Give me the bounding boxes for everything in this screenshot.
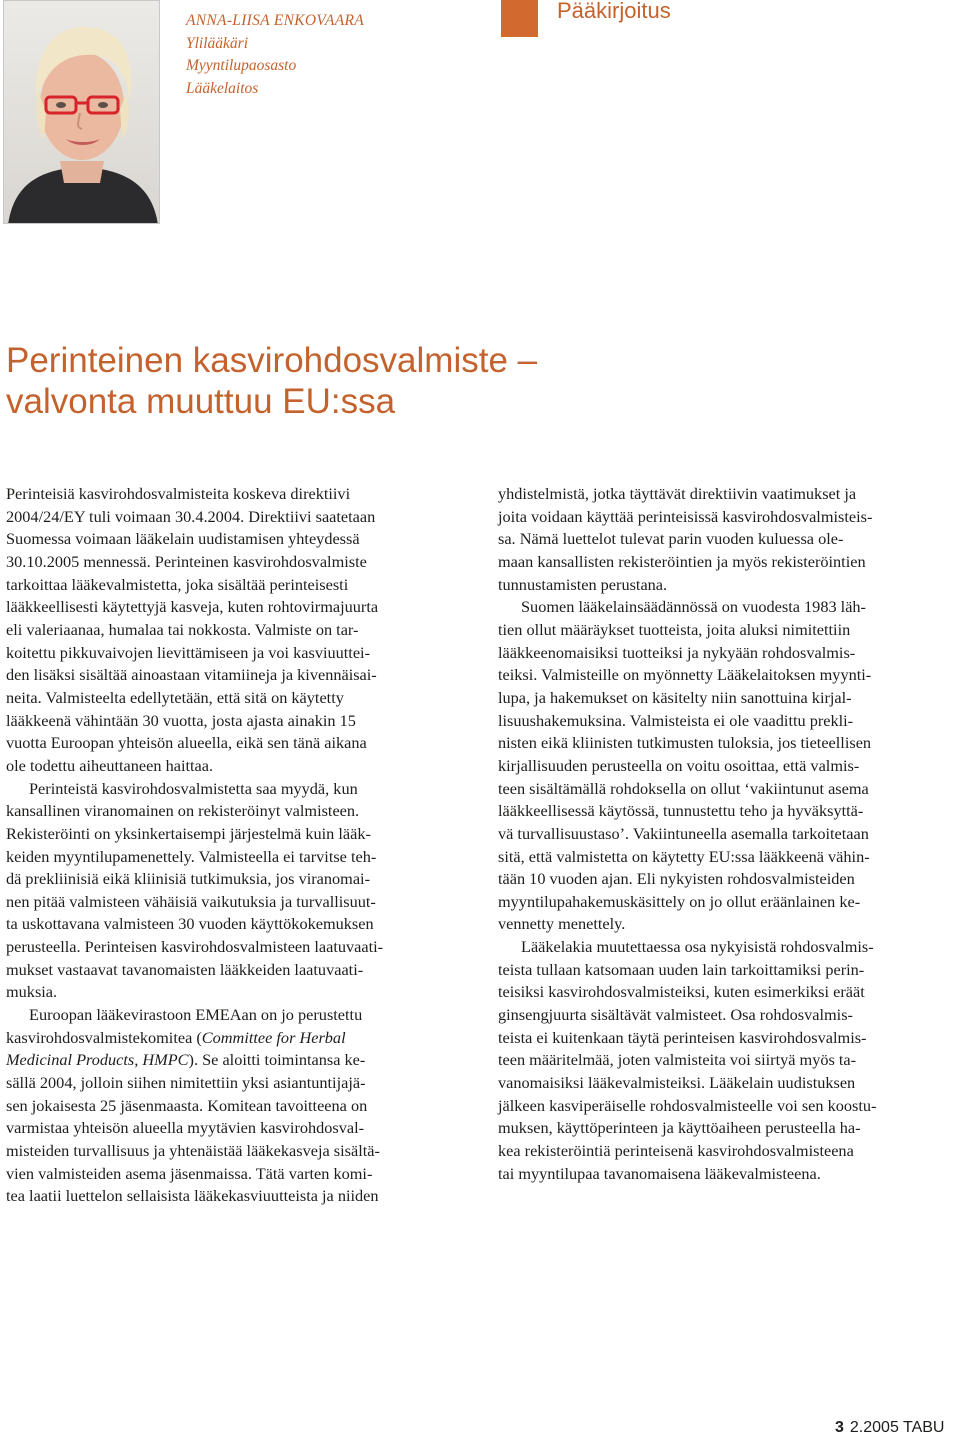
section-label: Pääkirjoitus (557, 0, 671, 23)
text-line: teista ei kuitenkaan täytä perinteisen kasvirohdosvalmis- (498, 1027, 867, 1047)
text-line: sen jokaisesta 25 jäsenmaasta. Komitean tavoitteena on (6, 1095, 368, 1115)
text-line: joita voidaan käyttää perinteisissä kasvirohdosvalmisteis- (498, 506, 873, 526)
author-organization: Lääkelaitos (186, 79, 259, 97)
text-line: vien valmisteiden asema jäsenmaissa. Tätä varten komi- (6, 1163, 373, 1183)
text-line: ginsengjuurta sisältävät valmisteet. Osa rohdosvalmis- (498, 1005, 853, 1025)
author-name: ANNA-LIISA ENKOVAARA (186, 12, 365, 29)
page-number: 3 (835, 1419, 844, 1436)
right-column (498, 483, 954, 1185)
text-line: den lisäksi sisältää ainoastaan vitamiineja ja kivennäisai- (6, 665, 377, 685)
italic-term: Committee for Herbal (201, 1027, 346, 1047)
paragraph (498, 596, 954, 936)
text-line: lääkkeellisesti käytettyjä kasveja, kuten rohtovirmajuurta (6, 597, 379, 617)
text-line: keiden myyntilupamenettely. Valmisteella ei tarvitse teh- (6, 846, 377, 866)
section-color-square (501, 0, 538, 37)
text-line: neita. Valmisteelta edellytetään, että sitä on käytetty (6, 687, 344, 707)
text-line: tarkoittaa lääkevalmistetta, joka sisältää perinteisesti (6, 574, 349, 594)
text-line: vuotta Euroopan yhteisön alueella, eikä sen tänä aikana (6, 733, 367, 753)
issue-label: 2.2005 TABU (849, 1419, 945, 1436)
text-line: misteiden turvallisuus ja yhtenäistää lääkekasveja sisältä- (6, 1141, 380, 1161)
text-line: nen pitää valmisteen vähäisiä vaikutuksia ja turvallisuut- (6, 891, 376, 911)
text-segment: kasvirohdosvalmistekomitea ( (6, 1027, 202, 1047)
left-column (6, 483, 462, 1208)
text-line: mukset vastaavat tavanomaisten lääkkeiden laatuvaati- (6, 959, 364, 979)
article-headline (6, 340, 906, 422)
text-line: tien ollut määräykset tuotteista, joita aluksi nimitettiin (498, 619, 851, 639)
text-line: teisiksi kasvirohdosvalmisteiksi, kuten esimerkiksi eräät (498, 982, 865, 1002)
text-line: Perinteistä kasvirohdosvalmistetta saa myydä, kun (29, 778, 358, 798)
text-line: lääkkeellisessä käytössä, tunnustettu teho ja hyväksyttä- (498, 801, 864, 821)
text-line: lääkkeenä vähintään 30 vuotta, josta ajasta ainakin 15 (6, 710, 356, 730)
text-line: vä turvallisuustaso’. Vakiintuneella asemalla tarkoitetaan (498, 823, 869, 843)
page-footer (835, 1419, 944, 1437)
paragraph (6, 483, 462, 778)
text-line: eli valeriaanaa, humalaa tai nokkosta. Valmiste on tar- (6, 619, 359, 639)
text-line: nisten eikä kliinisten tutkimusten tuloksia, jos tieteellisen (498, 733, 872, 753)
text-line (6, 1049, 462, 1072)
text-line: muksen, käyttöperinteen ja käyttöaiheen perusteella ha- (498, 1118, 861, 1138)
text-line: kirjallisuuden perusteella on voitu osoittaa, että valmis- (498, 755, 860, 775)
text-line: tea laatii luettelon sellaisista lääkekasviuutteista ja niiden (6, 1186, 379, 1206)
text-line: koitettu pikkuvaivojen lievittämiseen ja voi kasviuuttei- (6, 642, 370, 662)
text-line: lääkkeenomaisiksi tuotteiksi ja nykyään rohdosvalmis- (498, 642, 856, 662)
text-line: vennetty menettely. (498, 914, 626, 934)
text-line: muksia. (6, 982, 58, 1002)
italic-term: Medicinal Products, HMPC (6, 1050, 189, 1070)
text-line: tään 10 vuoden ajan. Eli nykyisten rohdosvalmisteiden (498, 869, 855, 889)
text-line: ta uskottavana valmisteen 30 vuoden käyttökokemuksen (6, 914, 374, 934)
author-photo (3, 0, 160, 224)
text-line: sitä, että valmistetta on käytetty EU:ssa lääkkeenä vähin- (498, 846, 870, 866)
text-line: dä prekliinisiä eikä kliinisiä tutkimuksia, jos viranomai- (6, 869, 370, 889)
text-line: maan kansallisten rekisteröintien ja myös rekisteröintien (498, 551, 866, 571)
text-line: kansallinen viranomainen on rekisteröinyt valmisteen. (6, 801, 360, 821)
text-line: perusteella. Perinteisen kasvirohdosvalmisteen laatuvaati- (6, 937, 384, 957)
paragraph (498, 936, 954, 1185)
text-line: kea rekisteröintiä perinteisenä kasvirohdosvalmisteena (498, 1141, 854, 1161)
text-line: Rekisteröinti on yksinkertaisempi järjestelmä kuin lääk- (6, 823, 371, 843)
text-line: lupa, ja hakemukset on käsitelty niin sanottuina kirjal- (498, 687, 852, 707)
text-line: myyntilupahakemuskäsittely on jo ollut eräänlainen ke- (498, 891, 861, 911)
text-line: 2004/24/EY tuli voimaan 30.4.2004. Direktiivi saatetaan (6, 506, 376, 526)
text-line: 30.10.2005 mennessä. Perinteinen kasvirohdosvalmiste (6, 551, 367, 571)
text-line: tai myyntilupaa tavanomaisena lääkevalmisteena. (498, 1163, 821, 1183)
text-line: teen sisältämällä rohdoksella on ollut ‘vakiintunut asema (498, 778, 869, 798)
author-unit: Myyntilupaosasto (186, 57, 297, 74)
text-line: lisuushakemuksina. Valmisteista ei ole vaadittu prekli- (498, 710, 854, 730)
text-line: tunnustamisten perustana. (498, 574, 668, 594)
text-line: jälkeen kasviperäiselle rohdosvalmisteelle voi sen koostu- (498, 1095, 877, 1115)
text-line: sällä 2004, jolloin siihen nimitettiin yksi asiantuntijajä- (6, 1073, 366, 1093)
text-line (6, 1027, 462, 1050)
text-line: Suomessa voimaan lääkelain uudistamisen yhteydessä (6, 529, 360, 549)
paragraph (498, 483, 954, 596)
text-line: Suomen lääkelainsäädännössä on vuodesta 1983 läh- (521, 597, 866, 617)
text-line: yhdistelmistä, jotka täyttävät direktiivin vaatimukset ja (498, 484, 857, 503)
text-line: vanomaisiksi lääkevalmisteiksi. Lääkelain uudistuksen (498, 1073, 856, 1093)
text-line: teista tullaan katsomaan uuden lain tarkoittamiksi perin- (498, 959, 865, 979)
author-byline (186, 10, 446, 100)
headline-line-1: Perinteinen kasvirohdosvalmiste – (6, 341, 538, 380)
text-line: ole todettu aiheuttaneen haittaa. (6, 755, 214, 775)
author-title: Ylilääkäri (186, 34, 249, 52)
paragraph (6, 1004, 462, 1208)
text-line: Perinteisiä kasvirohdosvalmisteita koskeva direktiivi (6, 484, 351, 503)
text-line: Lääkelakia muutettaessa osa nykyisistä rohdosvalmis- (521, 937, 874, 957)
text-line: teiksi. Valmisteille on myönnetty Lääkelaitoksen myynti- (498, 665, 872, 685)
text-line: varmistaa yhteisön alueella myytävien kasvirohdosval- (6, 1118, 365, 1138)
text-line: sa. Nämä luettelot tulevat parin vuoden kuluessa ole- (498, 529, 844, 549)
text-segment: ). Se aloitti toimintansa ke- (188, 1050, 366, 1070)
paragraph (6, 778, 462, 1005)
text-line: Euroopan lääkevirastoon EMEAan on jo perustettu (29, 1005, 363, 1025)
text-line: teen määritelmää, joten valmisteita voi siirtyä myös ta- (498, 1050, 857, 1070)
headline-line-2: valvonta muuttuu EU:ssa (6, 382, 396, 421)
